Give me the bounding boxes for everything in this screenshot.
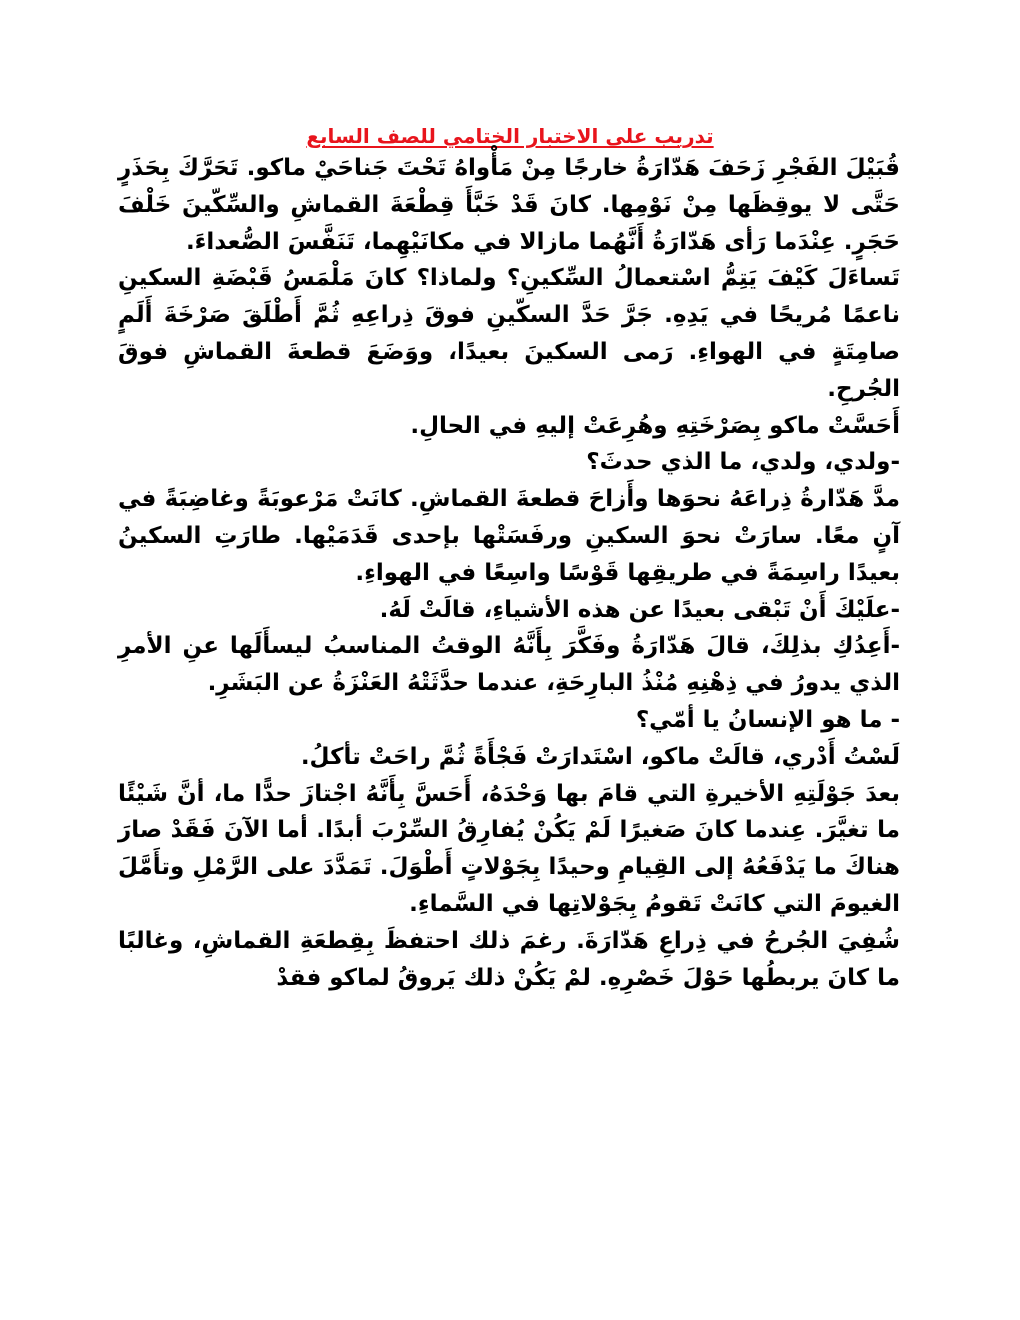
document-body [118, 150, 900, 996]
paragraph-4: -ولدي، ولدي، ما الذي حدثَ؟ [586, 449, 900, 476]
document-title: تدريب على الاختبار الختامي للصف السابع [306, 124, 714, 148]
paragraph-8: - ما هو الإنسانُ يا أمّي؟ [635, 706, 900, 733]
paragraph-5: مدَّ هَدّارةُ ذِراعَهُ نحوَها وأَزاحَ قطعةَ القماشِ. كانَتْ مَرْعوبَةً وغاضِبَةً في آنٍ معًا. سارَتْ نحوَ السكينِ ورفَسَتْها بإحدى قَدَمَيْها. طارَتِ السكينُ بعيدًا راسِمَةً في طريقِها قَوْسًا واسِعًا في الهواءِ. [118, 486, 900, 586]
paragraph-6: -علَيْكَ أَنْ تَبْقى بعيدًا عن هذه الأشياءِ، قالَتْ لَهُ. [379, 596, 900, 623]
paragraph-3: أَحَسَّتْ ماكو بِصَرْخَتِهِ وهُرِعَتْ إليهِ في الحالِ. [410, 412, 900, 439]
paragraph-7: -أَعِدُكِ بذلِكَ، قالَ هَدّارَةُ وفَكَّرَ بِأَنَّهُ الوقتُ المناسبُ ليسأَلَها عنِ الأمرِ الذي يدورُ في ذِهْنِهِ مُنْذُ البارِحَةِ، عندما حدَّثَتْهُ العَنْزَةُ عن البَشَرِ. [118, 633, 900, 697]
paragraph-2: تَساءَلَ كَيْفَ يَتِمُّ اسْتعمالُ السِّكينِ؟ ولماذا؟ كانَ مَلْمَسُ قَبْضَةِ السكينِ ناعمًا مُريحًا في يَدِهِ. جَرَّ حَدَّ السكّينِ فوقَ ذِراعِهِ ثُمَّ أَطْلَقَ صَرْخَةَ أَلَمٍ صامِتَةٍ في الهواءِ. رَمى السكينَ بعيدًا، ووَضَعَ قطعةَ القماشِ فوقَ الجُرحِ. [118, 265, 900, 402]
paragraph-9: لَسْتُ أَدْري، قالَتْ ماكو، اسْتَدارَتْ فَجْأَةً ثُمَّ راحَتْ تأكلُ. [300, 743, 900, 770]
paragraph-1: قُبَيْلَ الفَجْرِ زَحَفَ هَدّارَةُ خارجًا مِنْ مَأْواهُ تَحْتَ جَناحَيْ ماكو. تَحَرَّكَ بِحَذَرٍ حَتَّى لا يوقِظَها مِنْ نَوْمِها. كانَ قَدْ خَبَّأَ قِطْعَةَ القماشِ والسِّكّينَ خَلْفَ حَجَرٍ. عِنْدَما رَأى هَدّارَةُ أَنَّهُما مازالا في مكانَيْهِما، تَنَفَّسَ الصُّعداءَ. [118, 155, 900, 255]
paragraph-11: شُفِيَ الجُرحُ في ذِراعِ هَدّارَةَ. رغمَ ذلك احتفظَ بِقِطعَةِ القماشِ، وغالبًا ما كانَ يربطُها حَوْلَ خَصْرِهِ. لمْ يَكُنْ ذلك يَروقُ لماكو فقدْ [118, 927, 900, 991]
paragraph-10: بعدَ جَوْلَتِهِ الأخيرةِ التي قامَ بها وَحْدَهُ، أَحَسَّ بِأَنَّهُ اجْتازَ حدًّا ما، أنَّ شَيْئًا ما تغيَّرَ. عِندما كانَ صَغيرًا لَمْ يَكُنْ يُفارِقُ السِّرْبَ أبدًا. أما الآنَ فَقَدْ صارَ هناكَ ما يَدْفَعُهُ إلى القِيامِ وحيدًا بِجَوْلاتٍ أَطْوَلَ. تَمَدَّدَ على الرَّمْلِ وتأَمَّلَ الغيومَ التي كانَتْ تَقومُ بِجَوْلاتِها في السَّماءِ. [118, 780, 900, 917]
